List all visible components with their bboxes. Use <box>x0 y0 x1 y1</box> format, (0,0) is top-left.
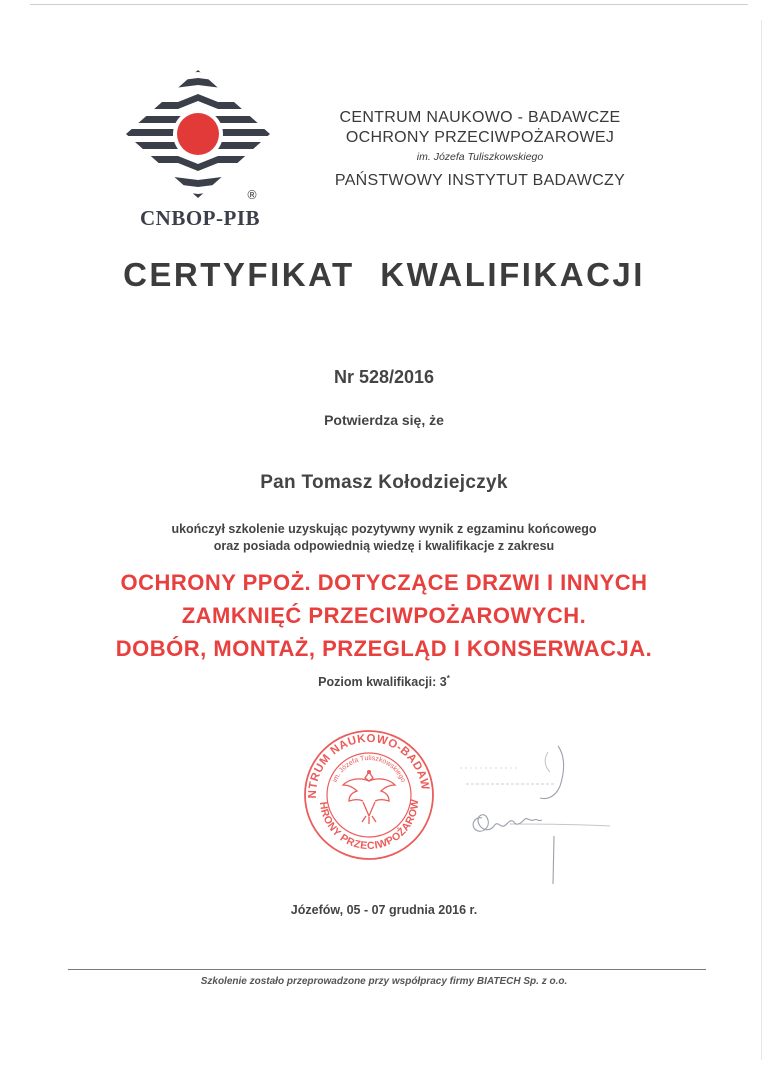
certificate-title: CERTYFIKAT KWALIFIKACJI <box>123 256 645 293</box>
scan-edge-top <box>30 4 748 5</box>
registered-mark: ® <box>246 188 258 202</box>
seal-stamp-icon <box>300 728 438 862</box>
description-line-2: oraz posiada odpowiednią wiedzę i kwalifikacje z zakresu <box>213 539 555 553</box>
footer-note: Szkolenie zostało przeprowadzone przy współpracy firmy BIATECH Sp. z o.o. <box>200 976 568 987</box>
seal-text-inner: im. Józefa Tuliszkowskiego <box>331 754 407 784</box>
place-and-date: Józefów, 05 - 07 grudnia 2016 r. <box>290 903 478 917</box>
handwritten-signature <box>450 740 610 890</box>
institution-patron: im. Józefa Tuliszkowskiego <box>416 151 544 163</box>
signature-block <box>450 740 610 890</box>
svg-text:im. Józefa Tuliszkowskiego <box>332 755 407 784</box>
official-seal <box>300 728 438 862</box>
confirmation-text: Potwierdza się, że <box>324 412 444 428</box>
description-line-1: ukończył szkolenie uzyskując pozytywny wynik z egzaminu końcowego <box>171 522 597 536</box>
seal-text-top: NTRUM NAUKOWO-BADAW <box>306 732 431 799</box>
scope-line-1: OCHRONY PPOŻ. DOTYCZĄCE DRZWI I INNYCH <box>120 570 648 595</box>
qualification-scope <box>0 566 768 665</box>
svg-text:CENTRUM NAUKOWO-BADAWCZE <box>300 728 431 798</box>
qualification-level <box>0 674 768 689</box>
level-footnote-mark: * <box>446 674 450 683</box>
recipient-name: Pan Tomasz Kołodziejczyk <box>260 472 508 493</box>
institution-status: PAŃSTWOWY INSTYTUT BADAWCZY <box>334 172 626 189</box>
institution-line-2: OCHRONY PRZECIWPOŻAROWEJ <box>345 129 615 146</box>
cnbop-logo <box>118 66 278 236</box>
scope-line-3: DOBÓR, MONTAŻ, PRZEGLĄD I KONSERWACJA. <box>115 636 653 661</box>
logo-text: CNBOP-PIB <box>140 206 260 230</box>
institution-line-1: CENTRUM NAUKOWO - BADAWCZE <box>339 109 621 126</box>
cnbop-emblem-icon <box>118 66 278 206</box>
level-label: Poziom kwalifikacji: 3 <box>318 675 447 690</box>
institution-header <box>300 108 660 191</box>
description <box>0 521 768 555</box>
scope-line-2: ZAMKNIĘĆ PRZECIWPOŻAROWYCH. <box>181 603 587 628</box>
seal-text-bottom: HRONY PRZECIWPOŻAROW <box>316 798 422 853</box>
footer-divider <box>68 969 706 970</box>
certificate-number: Nr 528/2016 <box>333 367 435 387</box>
